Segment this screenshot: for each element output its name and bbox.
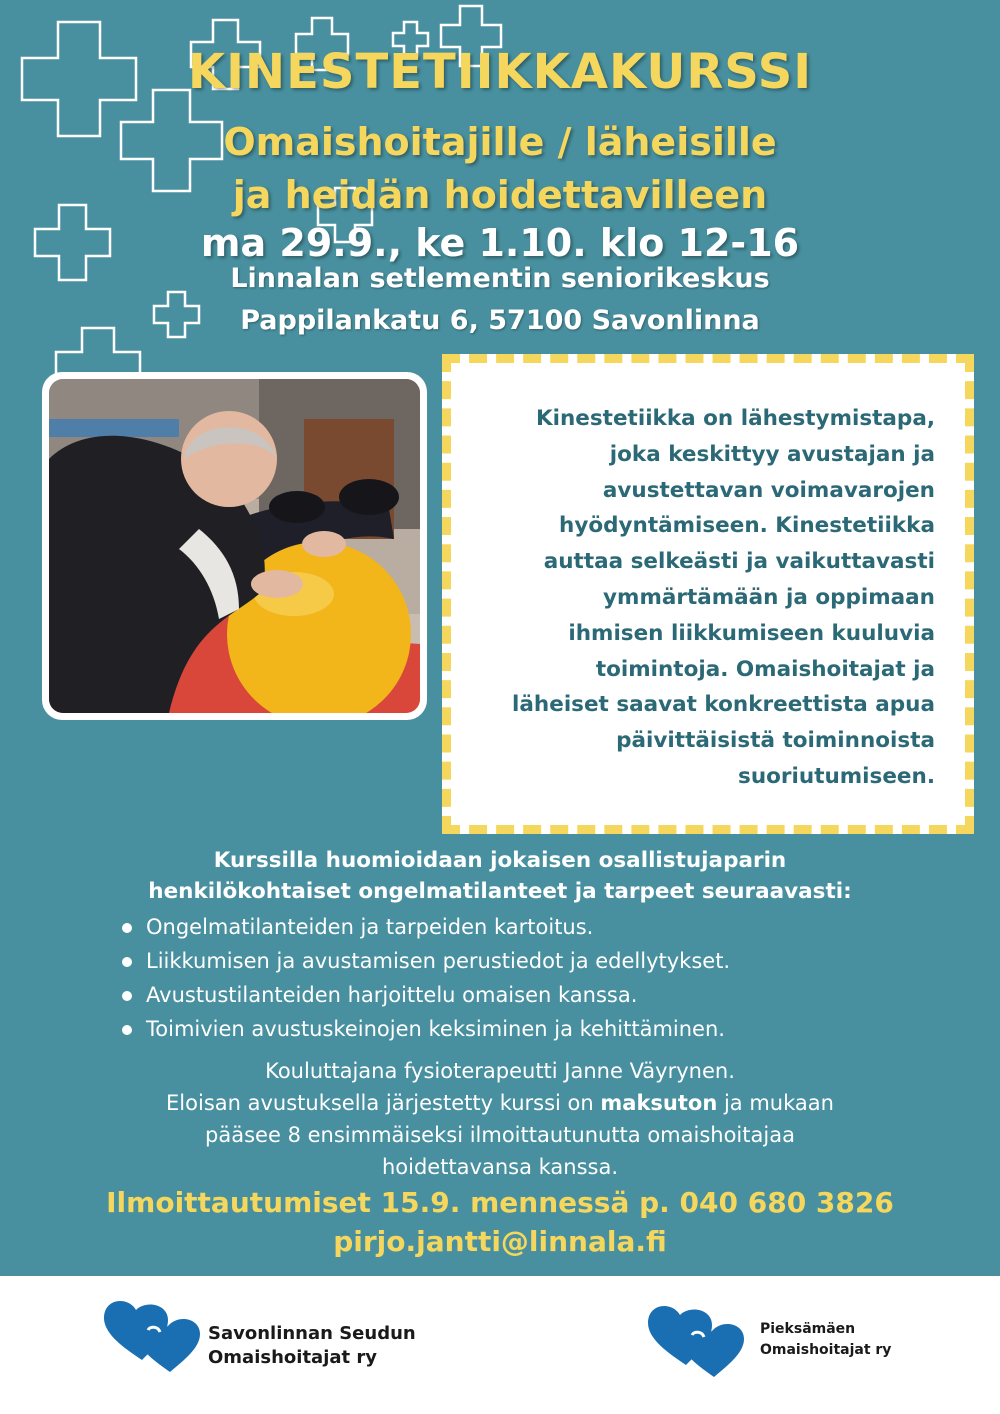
bullet-icon [122, 957, 132, 967]
course-lead-line-2: henkilökohtaiset ongelmatilanteet ja tarpeet seuraavasti: [148, 879, 852, 904]
logo-savonlinna-line-1: Savonlinnan Seudun [208, 1323, 416, 1344]
course-lead-line-1: Kurssilla huomioidaan jokaisen osallistujaparin [213, 848, 787, 873]
description-line: auttaa selkeästi ja vaikuttavasti [543, 549, 935, 575]
hearts-icon [102, 1296, 202, 1374]
bullet-icon [122, 1025, 132, 1035]
description-line: päivittäisistä toiminnoista [616, 728, 935, 754]
location-address: Pappilankatu 6, 57100 Savonlinna [240, 305, 760, 336]
description-line: suoriutumiseen. [738, 763, 935, 789]
course-title: KINESTETIIKKAKURSSI [187, 44, 813, 100]
list-item [120, 944, 730, 978]
free-of-charge-highlight: maksuton [600, 1091, 718, 1115]
description-line: läheiset saavat konkreettista apua [512, 692, 935, 718]
description-line: hyödyntämiseen. Kinestetiikka [559, 513, 935, 539]
list-item [120, 1012, 730, 1046]
logo-pieksamaki-text [760, 1319, 891, 1361]
hearts-icon [646, 1301, 746, 1379]
description-line: Kinestetiikka on lähestymistapa, [535, 406, 935, 431]
description-box [442, 354, 974, 834]
funding-text-after: ja mukaan [723, 1091, 834, 1115]
photo-physiotherapy-ball [49, 379, 420, 713]
course-topics-list [120, 910, 730, 1046]
logo-savonlinna-text [208, 1322, 416, 1370]
funding-text [0, 1088, 1000, 1120]
course-photo-frame [42, 372, 427, 720]
location-name: Linnalan setlementin seniorikeskus [230, 263, 770, 294]
participants-text: pääsee 8 ensimmäiseksi ilmoittautunutta omaishoitajaa [205, 1123, 795, 1147]
description-line: ihmisen liikkumiseen kuuluvia [568, 620, 935, 646]
description-text [465, 401, 935, 795]
description-line: avustettavan voimavarojen [602, 477, 935, 503]
subtitle-line-1: Omaishoitajille / läheisille [223, 120, 777, 164]
list-item-text: Ongelmatilanteiden ja tarpeiden kartoitus. [146, 915, 594, 939]
list-item [120, 978, 730, 1012]
registration-phone: Ilmoittautumiset 15.9. mennessä p. 040 680 3826 [106, 1186, 894, 1219]
participants-text-end: hoidettavansa kanssa. [381, 1155, 619, 1179]
course-date: ma 29.9., ke 1.10. klo 12-16 [200, 221, 800, 265]
bullet-icon [122, 991, 132, 1001]
logo-pieksamaki-line-2: Omaishoitajat ry [760, 1342, 892, 1358]
funding-text-before: Eloisan avustuksella järjestetty kurssi on [166, 1091, 594, 1115]
description-line: joka keskittyy avustajan ja [609, 441, 935, 467]
list-item-text: Toimivien avustuskeinojen keksiminen ja kehittäminen. [146, 1017, 725, 1041]
list-item-text: Avustustilanteiden harjoittelu omaisen kanssa. [146, 983, 638, 1007]
list-item-text: Liikkumisen ja avustamisen perustiedot ja edellytykset. [146, 949, 731, 973]
list-item [120, 910, 730, 944]
trainer-text: Kouluttajana fysioterapeutti Janne Väyrynen. [265, 1059, 735, 1083]
logo-savonlinna-line-2: Omaishoitajat ry [208, 1347, 377, 1368]
description-line: toimintoja. Omaishoitajat ja [595, 656, 935, 682]
registration-email[interactable]: pirjo.jantti@linnala.fi [333, 1225, 667, 1258]
description-line: ymmärtämään ja oppimaan [603, 584, 935, 610]
bullet-icon [122, 923, 132, 933]
subtitle-line-2: ja heidän hoidettavilleen [232, 173, 768, 217]
logo-pieksamaki-line-1: Pieksämäen [760, 1321, 856, 1337]
